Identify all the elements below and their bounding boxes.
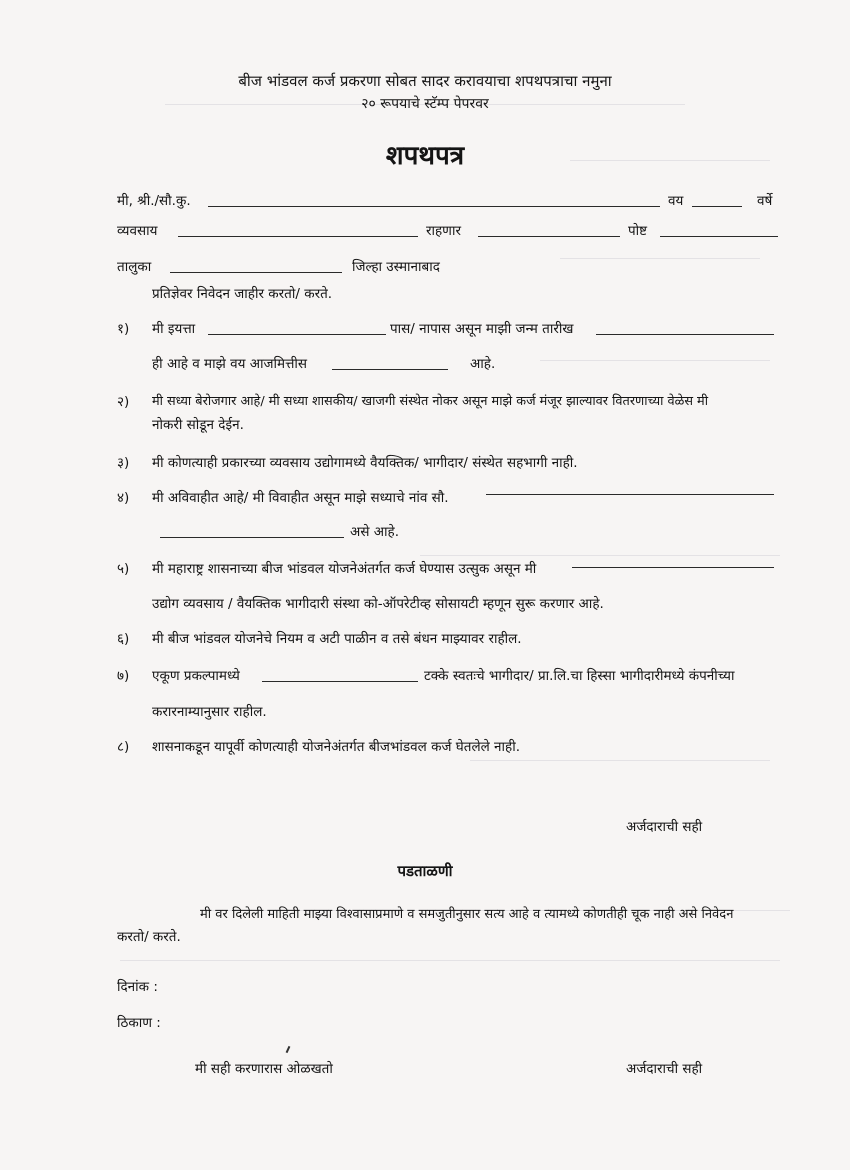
age-label: वय [668, 193, 684, 209]
item-5-text-a: मी महाराष्ट्र शासनाच्या बीज भांडवल योजनेअंतर्गत कर्ज घेण्यास उत्सुक असून मी [152, 561, 537, 577]
item-4-text-b: असे आहे. [350, 524, 399, 540]
item-7-number: ७) [117, 668, 130, 684]
item-1-text-c: ही आहे व माझे वय आजमित्तीस [152, 356, 308, 372]
intro-text: प्रतिज्ञेवर निवेदन जाहीर करतो/ करते. [152, 286, 333, 302]
taluka-label: तालुका [117, 259, 152, 275]
item-3-number: ३) [117, 455, 130, 471]
item-4-text-a: मी अविवाहीत आहे/ मी विवाहीत असून माझे सध्याचे नांव सौ. [152, 490, 449, 506]
item-1-text-b: पास/ नापास असून माझी जन्म तारीख [390, 321, 574, 337]
post-label: पोष्ट [628, 223, 648, 239]
item-8-text: शासनाकडून यापूर्वी कोणत्याही योजनेअंतर्गत बीजभांडवल कर्ज घेतलेले नाही. [152, 739, 520, 755]
item-2-text-b: नोकरी सोडून देईन. [152, 417, 244, 433]
resident-field[interactable] [478, 236, 620, 237]
header-line-1: बीज भांडवल कर्ज प्रकरणा सोबत सादर करावयाचा शपथपत्राचा नमुना [238, 72, 612, 90]
verification-title: पडताळणी [397, 862, 453, 880]
item-6-text: मी बीज भांडवल योजनेचे नियम व अटी पाळीन व तसे बंधन माझ्यावर राहील. [152, 631, 522, 647]
name-label: मी, श्री./सौ.कु. [117, 193, 191, 209]
current-age-field[interactable] [332, 369, 448, 370]
bleed-through-line [420, 555, 780, 556]
item-3-text: मी कोणत्याही प्रकारच्या व्यवसाय उद्योगामध्ये वैयक्तिक/ भागीदार/ संस्थेत सहभागी नाही. [152, 455, 578, 471]
applicant-signature-label-2: अर्जदाराची सही [626, 1061, 703, 1077]
item-1-text-d: आहे. [470, 356, 496, 372]
item-8-number: ८) [117, 739, 130, 755]
verification-text-b: करतो/ करते. [117, 929, 181, 945]
item-1-text-a: मी इयत्ता [152, 321, 196, 337]
district-label: जिल्हा उस्मानाबाद [352, 259, 440, 275]
married-name-field[interactable] [486, 494, 774, 495]
applicant-signature-label: अर्जदाराची सही [626, 819, 703, 835]
identifier-label: मी सही करणारास ओळखतो [195, 1061, 333, 1077]
document-title: शपथपत्र [385, 141, 465, 171]
percentage-field[interactable] [262, 681, 418, 682]
header-line-2: २० रूपयाचे स्टॅम्प पेपरवर [361, 96, 489, 112]
place-label: ठिकाण : [117, 1015, 161, 1031]
bleed-through-line [120, 960, 780, 961]
item-5-text-b: उद्योग व्यवसाय / वैयक्तिक भागीदारी संस्था को-ऑपरेटीव्ह सोसायटी म्हणून सुरू करणार आहे. [152, 596, 604, 612]
birthdate-field[interactable] [596, 334, 774, 335]
occupation-label: व्यवसाय [117, 223, 158, 239]
post-field[interactable] [660, 236, 778, 237]
taluka-field[interactable] [170, 272, 342, 273]
item-7-text-c: करारनाम्यानुसार राहील. [152, 704, 267, 720]
years-label: वर्षे [757, 193, 773, 209]
pen-mark [286, 1046, 291, 1053]
item-2-number: २) [117, 394, 130, 410]
bleed-through-line [540, 360, 770, 361]
education-field[interactable] [208, 334, 386, 335]
item-1-number: १) [117, 321, 130, 337]
occupation-field[interactable] [178, 236, 418, 237]
date-label: दिनांक : [117, 979, 158, 995]
business-type-field[interactable] [572, 567, 774, 568]
item-5-number: ५) [117, 561, 130, 577]
married-name-field-cont[interactable] [160, 537, 344, 538]
age-field[interactable] [692, 206, 742, 207]
bleed-through-line [560, 258, 760, 259]
item-4-number: ४) [117, 490, 130, 506]
name-field[interactable] [208, 206, 660, 207]
item-7-text-b: टक्के स्वतःचे भागीदार/ प्रा.लि.चा हिस्सा भागीदारीमध्ये कंपनीच्या [424, 668, 735, 684]
item-6-number: ६) [117, 631, 130, 647]
bleed-through-line [470, 760, 770, 761]
resident-label: राहणार [426, 223, 461, 239]
item-7-text-a: एकूण प्रकल्पामध्ये [152, 668, 240, 684]
verification-text-a: मी वर दिलेली माहिती माझ्या विश्वासाप्रमाणे व समजुतीनुसार सत्य आहे व त्यामध्ये कोणतीही चूक नाही असे निवेदन [200, 907, 734, 922]
item-2-text-a: मी सध्या बेरोजगार आहे/ मी सध्या शासकीय/ खाजगी संस्थेत नोकर असून माझे कर्ज मंजूर झाल्यावर वितरणाच्या वेळेस मी [152, 394, 709, 409]
